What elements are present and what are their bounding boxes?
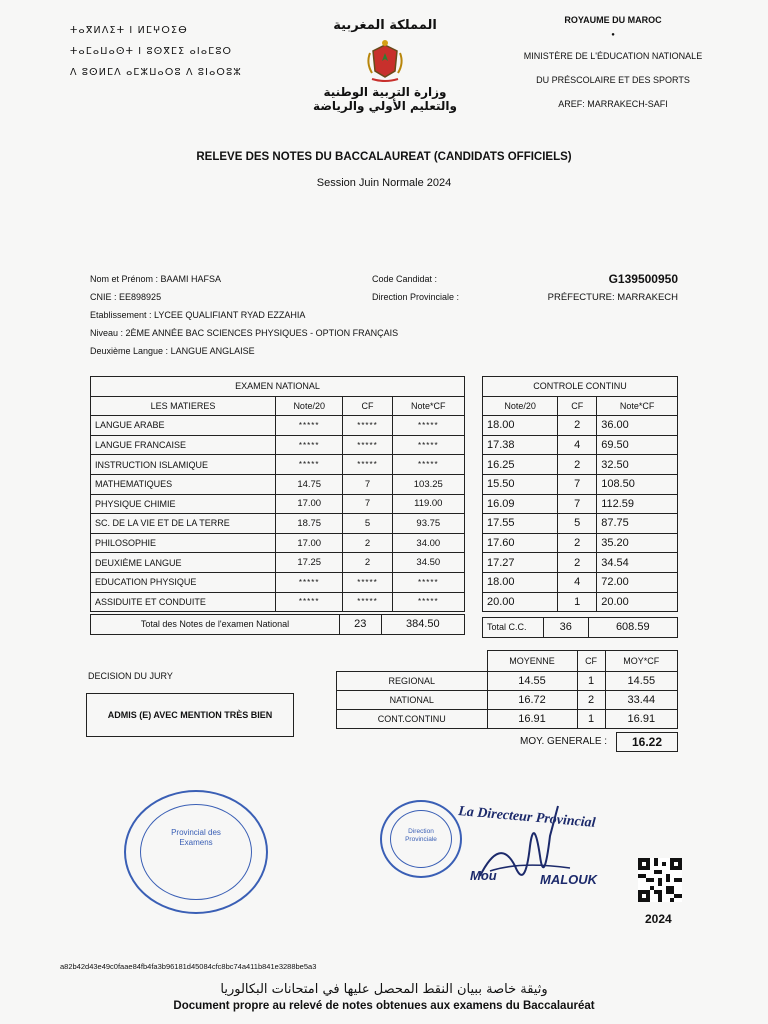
cc-row [483, 494, 678, 514]
fr-kingdom: ROYAUME DU MAROC [564, 15, 662, 25]
subject-name: ASSIDUITE ET CONDUITE [91, 592, 276, 612]
cc-cell: 15.50 [483, 474, 558, 494]
cc-row [483, 435, 678, 455]
cc-row [483, 533, 678, 553]
stamp-text: Direction Provinciale [405, 828, 437, 843]
exam-cell: ***** [343, 455, 392, 475]
summary-table [336, 650, 678, 729]
exam-row [91, 416, 465, 436]
cc-cell: 36.00 [597, 416, 678, 436]
fr-aref: AREF: MARRAKECH-SAFI [558, 99, 668, 109]
direction-value: PRÉFECTURE: MARRAKECH [547, 292, 678, 303]
controle-continu-table [482, 376, 678, 612]
etablissement: Etablissement : LYCEE QUALIFIANT RYAD EZZAHIA [90, 310, 306, 320]
exam-row [91, 533, 465, 553]
cc-cell: 2 [558, 533, 597, 553]
summary-label: REGIONAL [337, 672, 488, 691]
signature-icon [470, 796, 580, 906]
signature-prefix: Mou [470, 868, 497, 883]
arabic-kingdom: المملكة المغربية [333, 18, 437, 33]
summary-cell: 16.91 [605, 710, 677, 729]
exam-row [91, 435, 465, 455]
exam-cell: 34.00 [392, 533, 464, 553]
cc-cell: 7 [558, 494, 597, 514]
cc-cell: 2 [558, 553, 597, 573]
exam-cell: 7 [343, 474, 392, 494]
coat-of-arms-icon [362, 39, 408, 83]
fr-ministry-2: DU PRÉSCOLAIRE ET DES SPORTS [536, 75, 690, 85]
arabic-header [300, 18, 470, 113]
exam-cell: 7 [343, 494, 392, 514]
signature-name: MALOUK [540, 872, 598, 887]
footer-arabic: وثيقة خاصة ببيان النقط المحصل عليها في امتحانات البكالوريا [220, 982, 548, 997]
summary-cell: 16.91 [487, 710, 577, 729]
exam-cell: ***** [276, 455, 343, 475]
summary-cell: 14.55 [487, 672, 577, 691]
exam-row [91, 474, 465, 494]
tifinagh-header [70, 20, 242, 83]
cc-cell: 4 [558, 572, 597, 592]
document-hash: a82b42d43e49c0faae84fb4fa3b96181d45084cfc8bc74a411b841e3288be5a3 [60, 962, 317, 971]
exam-cell: ***** [392, 416, 464, 436]
cc-cell: 32.50 [597, 455, 678, 475]
arabic-ministry-1: وزارة التربية الوطنية [323, 85, 447, 99]
arabic-ministry-2: والتعليم الأولي والرياضة [313, 99, 457, 113]
summary-cell: 1 [577, 672, 605, 691]
cc-cell: 112.59 [597, 494, 678, 514]
direction-label: Direction Provinciale : [372, 292, 460, 302]
subject-name: DEUXIÈME LANGUE [91, 553, 276, 573]
cc-cell: 69.50 [597, 435, 678, 455]
cc-cell: 34.54 [597, 553, 678, 573]
moyenne-generale-label: MOY. GENERALE : [520, 736, 608, 747]
summary-row [337, 710, 678, 729]
cc-header: Note/20 [483, 396, 558, 416]
exam-row [91, 514, 465, 534]
deuxieme-langue: Deuxième Langue : LANGUE ANGLAISE [90, 346, 255, 356]
decision-label: DECISION DU JURY [88, 671, 173, 681]
cc-row [483, 553, 678, 573]
cc-total-cf: 36 [544, 618, 589, 638]
exam-cell: 5 [343, 514, 392, 534]
exam-total-value: 384.50 [381, 615, 464, 635]
tifinagh-line: ⴷ ⵓⵙⵍⵎⴷ ⴰⵎⵣⵡⴰⵔⵓ ⴷ ⵓⵏⴰⵔⵓⵣ [70, 67, 242, 78]
cc-cell: 35.20 [597, 533, 678, 553]
signature-title: La Directeur Provincial [457, 804, 597, 831]
exam-cell: 17.00 [276, 533, 343, 553]
fr-ministry-1: MINISTÈRE DE L'ÉDUCATION NATIONALE [523, 51, 703, 61]
subject-name: EDUCATION PHYSIQUE [91, 572, 276, 592]
exam-cell: ***** [392, 455, 464, 475]
subject-name: PHYSIQUE CHIMIE [91, 494, 276, 514]
cc-header: CF [558, 396, 597, 416]
cc-cell: 5 [558, 514, 597, 534]
exam-row [91, 572, 465, 592]
cc-cell: 18.00 [483, 416, 558, 436]
summary-cell: 2 [577, 691, 605, 710]
exam-cell: ***** [276, 572, 343, 592]
cc-cell: 87.75 [597, 514, 678, 534]
tifinagh-line: ⵜⴰⴳⵍⴷⵉⵜ ⵏ ⵍⵎⵖⵔⵉⴱ [70, 25, 188, 36]
candidate-name: Nom et Prénom : BAAMI HAFSA [90, 274, 222, 284]
cc-cell: 20.00 [483, 592, 558, 612]
summary-row [337, 672, 678, 691]
exam-cell: 119.00 [392, 494, 464, 514]
candidate-cnie: CNIE : EE898925 [90, 292, 162, 302]
exam-cell: ***** [392, 572, 464, 592]
cc-cell: 17.55 [483, 514, 558, 534]
cc-cell: 18.00 [483, 572, 558, 592]
exam-cell: 2 [343, 533, 392, 553]
cc-cell: 16.09 [483, 494, 558, 514]
exam-row [91, 455, 465, 475]
french-header [498, 14, 728, 122]
code-label: Code Candidat : [372, 274, 438, 284]
exam-header: Note/20 [276, 396, 343, 416]
exam-cell: ***** [343, 572, 392, 592]
cc-cell: 17.38 [483, 435, 558, 455]
exam-cell: 14.75 [276, 474, 343, 494]
cc-cell: 2 [558, 455, 597, 475]
cc-total-value: 608.59 [588, 618, 677, 638]
exam-row [91, 494, 465, 514]
exam-cell: 18.75 [276, 514, 343, 534]
exam-cell: 17.25 [276, 553, 343, 573]
exam-cell: ***** [343, 592, 392, 612]
exam-cell: 2 [343, 553, 392, 573]
decision-value: ADMIS (E) AVEC MENTION TRÈS BIEN [86, 693, 294, 737]
cc-cell: 7 [558, 474, 597, 494]
cc-row [483, 514, 678, 534]
niveau: Niveau : 2ÈME ANNÉE BAC SCIENCES PHYSIQUES - OPTION FRANÇAIS [90, 328, 399, 338]
tifinagh-line: ⵜⴰⵎⴰⵡⴰⵙⵜ ⵏ ⵓⵙⴳⵎⵉ ⴰⵏⴰⵎⵓⵔ [70, 46, 233, 57]
subject-name: INSTRUCTION ISLAMIQUE [91, 455, 276, 475]
cc-row [483, 572, 678, 592]
provincial-stamp-icon [380, 800, 462, 878]
cc-row [483, 416, 678, 436]
summary-label: CONT.CONTINU [337, 710, 488, 729]
subject-name: PHILOSOPHIE [91, 533, 276, 553]
official-stamp-icon [124, 790, 268, 914]
cc-row [483, 455, 678, 475]
moyenne-generale-value: 16.22 [616, 732, 678, 752]
cc-cell: 2 [558, 416, 597, 436]
subject-name: SC. DE LA VIE ET DE LA TERRE [91, 514, 276, 534]
summary-row [337, 691, 678, 710]
exam-row [91, 592, 465, 612]
summary-cell: 33.44 [605, 691, 677, 710]
year-label: 2024 [645, 912, 672, 926]
exam-cell: ***** [276, 435, 343, 455]
exam-cell: 93.75 [392, 514, 464, 534]
exam-cell: 34.50 [392, 553, 464, 573]
candidate-code: G139500950 [608, 272, 678, 286]
summary-cell: 14.55 [605, 672, 677, 691]
exam-row [91, 553, 465, 573]
exam-total-table [90, 614, 465, 635]
session-label: Session Juin Normale 2024 [316, 177, 452, 189]
subject-name: LANGUE FRANCAISE [91, 435, 276, 455]
document-title: RELEVE DES NOTES DU BACCALAUREAT (CANDIDATS OFFICIELS) [196, 151, 572, 163]
cc-total-label: Total C.C. [483, 618, 544, 638]
cc-cell: 20.00 [597, 592, 678, 612]
exam-table-title: EXAMEN NATIONAL [91, 377, 465, 397]
summary-header: MOYENNE [487, 651, 577, 672]
exam-cell: ***** [343, 435, 392, 455]
exam-cell: ***** [392, 435, 464, 455]
summary-cell: 1 [577, 710, 605, 729]
cc-cell: 16.25 [483, 455, 558, 475]
cc-header: Note*CF [597, 396, 678, 416]
exam-national-table [90, 376, 465, 612]
exam-cell: ***** [343, 416, 392, 436]
exam-cell: ***** [276, 592, 343, 612]
cc-row [483, 592, 678, 612]
exam-cell: ***** [392, 592, 464, 612]
exam-header: LES MATIERES [91, 396, 276, 416]
exam-total-cf: 23 [340, 615, 382, 635]
cc-table-title: CONTROLE CONTINU [483, 377, 678, 397]
stamp-text: Provincial des Examens [171, 828, 221, 847]
cc-cell: 4 [558, 435, 597, 455]
exam-cell: 103.25 [392, 474, 464, 494]
subject-name: LANGUE ARABE [91, 416, 276, 436]
exam-header: Note*CF [392, 396, 464, 416]
cc-cell: 1 [558, 592, 597, 612]
summary-label: NATIONAL [337, 691, 488, 710]
divider-icon: ● [611, 32, 615, 38]
cc-cell: 17.60 [483, 533, 558, 553]
cc-total-table [482, 617, 678, 638]
summary-header: MOY*CF [605, 651, 677, 672]
cc-row [483, 474, 678, 494]
cc-cell: 72.00 [597, 572, 678, 592]
subject-name: MATHEMATIQUES [91, 474, 276, 494]
cc-cell: 108.50 [597, 474, 678, 494]
exam-total-label: Total des Notes de l'examen National [91, 615, 340, 635]
exam-header: CF [343, 396, 392, 416]
footer-french: Document propre au relevé de notes obtenues aux examens du Baccalauréat [173, 1000, 595, 1012]
cc-cell: 17.27 [483, 553, 558, 573]
qr-code-icon [638, 858, 682, 902]
exam-cell: ***** [276, 416, 343, 436]
summary-cell: 16.72 [487, 691, 577, 710]
exam-cell: 17.00 [276, 494, 343, 514]
summary-header: CF [577, 651, 605, 672]
